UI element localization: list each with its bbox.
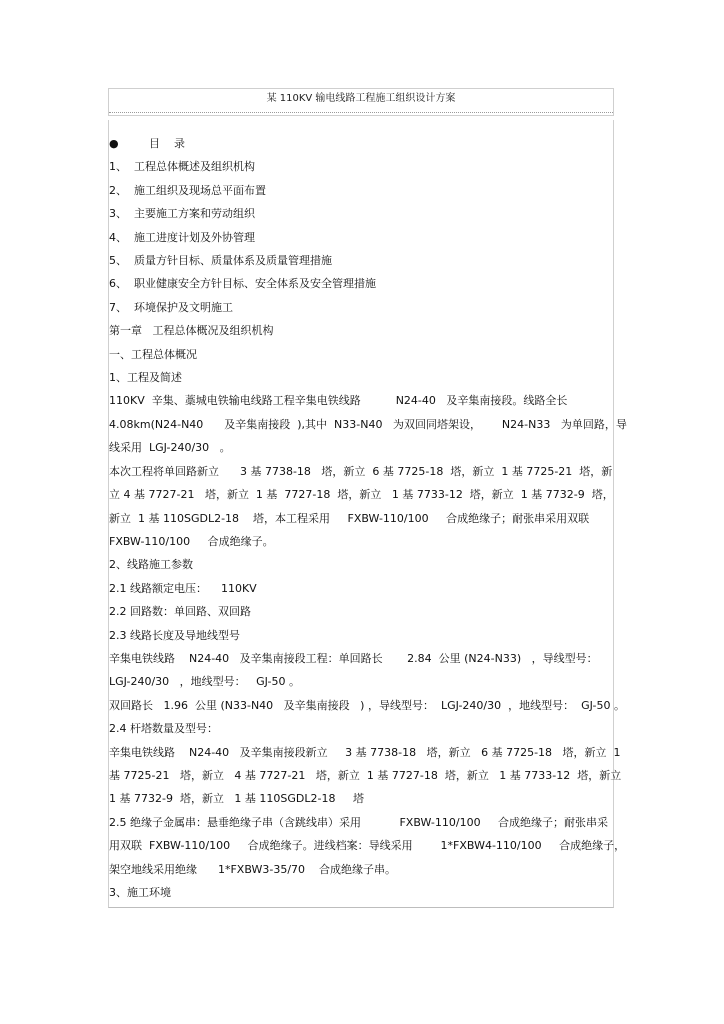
toc-bullet: ● [109, 137, 119, 150]
section-heading: 一、工程总体概况 [109, 347, 197, 361]
paragraph-line: 架空地线采用绝缘 1*FXBW3-35/70 合成绝缘子串。 [109, 862, 397, 876]
paragraph-line: 用双联 FXBW-110/100 合成绝缘子。进线档案：导线采用 1*FXBW4-110/100 合成绝缘子， [109, 839, 626, 853]
paragraph-line: 立 4 基 7727-21 塔，新立 1 基 7727-18 塔，新立 1 基 7733-12 塔，新立 1 基 7732-9 塔， [109, 488, 614, 502]
subsection-heading: 2、线路施工参数 [109, 558, 193, 572]
paragraph-line: 4.08km(N24-N40 及辛集南接段 ),其中 N33-N40 为双回同塔架设， N24-N33 为单回路，导 [109, 417, 627, 431]
toc-item: 5、 质量方针目标、质量体系及质量管理措施 [109, 254, 332, 268]
paragraph-line: 本次工程将单回路新立 3 基 7738-18 塔，新立 6 基 7725-18 塔，新立 1 基 7725-21 塔，新 [109, 464, 613, 478]
paragraph-line: 2.4 杆塔数量及型号： [109, 722, 218, 736]
paragraph-line: 线采用 LGJ-240/30 。 [109, 441, 231, 455]
paragraph-line: 辛集电铁线路 N24-40 及辛集南接段工程：单回路长 2.84 公里 (N24-N33) ，导线型号： [109, 651, 598, 665]
paragraph-line: FXBW-110/100 合成绝缘子。 [109, 534, 274, 548]
paragraph-line: 新立 1 基 110SGDL2-18 塔，本工程采用 FXBW-110/100 合成绝缘子；耐张串采用双联 [109, 511, 590, 525]
toc-heading: 目 录 [149, 137, 185, 150]
paragraph-line: 110KV 辛集、藁城电铁输电线路工程辛集电铁线路 N24-40 及辛集南接段。线路全长 [109, 394, 568, 408]
paragraph-line: 1 基 7732-9 塔，新立 1 基 110SGDL2-18 塔 [109, 792, 364, 806]
toc-item: 3、 主要施工方案和劳动组织 [109, 207, 255, 221]
toc-item: 6、 职业健康安全方针目标、安全体系及安全管理措施 [109, 277, 376, 291]
document-header [108, 88, 614, 116]
paragraph-line: 2.3 线路长度及导地线型号 [109, 628, 240, 642]
paragraph-line: 2.2 回路数：单回路、双回路 [109, 605, 251, 619]
document-body [109, 132, 627, 904]
paragraph-line: 2.1 线路额定电压： 110KV [109, 581, 257, 595]
document-header-title: 某 110KV 输电线路工程施工组织设计方案 [266, 93, 456, 104]
toc-heading-row [109, 132, 612, 155]
chapter-heading: 第一章 工程总体概况及组织机构 [109, 324, 274, 338]
paragraph-line: 辛集电铁线路 N24-40 及辛集南接段新立 3 基 7738-18 塔，新立 6 基 7725-18 塔，新立 1 [109, 745, 621, 759]
paragraph-line: LGJ-240/30 ，地线型号： GJ-50 。 [109, 675, 300, 689]
toc-item: 2、 施工组织及现场总平面布置 [109, 183, 266, 197]
header-dotted-divider [109, 112, 613, 113]
toc-item: 1、 工程总体概述及组织机构 [109, 160, 255, 174]
toc-item: 7、 环境保护及文明施工 [109, 300, 233, 314]
paragraph-line: 基 7725-21 塔，新立 4 基 7727-21 塔，新立 1 基 7727-18 塔，新立 1 基 7733-12 塔，新立 [109, 768, 622, 782]
subsection-heading: 3、施工环境 [109, 886, 171, 899]
paragraph-line: 双回路长 1.96 公里 (N33-N40 及辛集南接段 ) ，导线型号： LGJ-240/30 ，地线型号： GJ-50 。 [109, 698, 625, 712]
toc-item: 4、 施工进度计划及外协管理 [109, 230, 255, 244]
paragraph-line: 2.5 绝缘子金属串：悬垂绝缘子串（含跳线串）采用 FXBW-110/100 合成绝缘子；耐张串采 [109, 815, 609, 829]
subsection-heading: 1、工程及简述 [109, 371, 182, 385]
